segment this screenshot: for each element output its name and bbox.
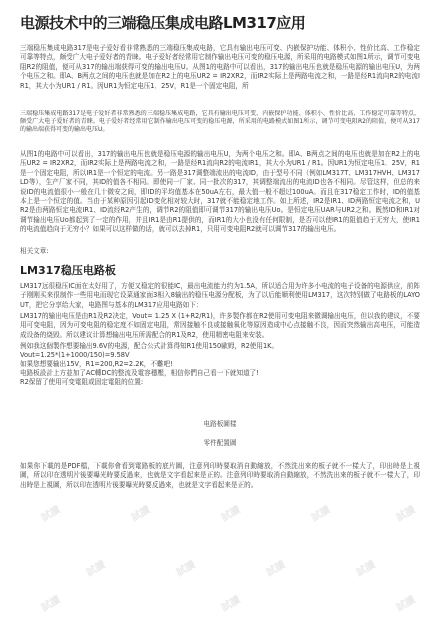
section-paragraph-r2: R2保留了使用可变電阻或固定電阻的位置:	[20, 378, 144, 386]
watermark: 試讀	[174, 559, 198, 579]
section-paragraph-formula: LM317的输出电压是由R1及R2决定，Vout= 1.25 X (1+R2/R1)，许多製作都在R2使用可变电阻来微调输出电压，但以我的建议，不要用可变电阻，因为可变电阻的稳定度不如固定电阻，常因接触不良或接触氧化等原因造成中心点接触不良，因而突然输出高电压，可能造成设备的烧毁。所以建议计算想输出电压所需配合的R1及R2，使用精密电阻来安装。	[20, 312, 420, 339]
analysis-paragraph: 从图1的电路中可以看出，317的输出电压也就是稳压电源的输出电压U，为两个电压之和。即A、B两点之间的电压也就是加在R2上的电压UR2 = IR2XR2，而IR2实际上是两路电流之和，一路是经R1流向R2的电流IR1，其大小为UR1 / R1。因UR1为恒定电压1．25V，R1是一个固定电阻，所以IR1是一个恒定的电流。另一路是317调整端流出的电流ID，由于型号不同（例如LM317T、LM317HVH、LM317LD等），生产厂家不同，其ID的值各不相同。即使同一厂家、同一批次的317，其调整端流出的电流ID也各不相同。尽管这样，但总的来说ID的电流值很小一般在几十微安之间，即ID的平均值基本在50uA左右，最大值一般不超过100uA。而且在317稳定工作时，ID的值基本上是一个恒定的值。当由于某种原因引起ID变化相对较大时，317就不能稳定地工作。如上所述，IR2是IR1、ID两路恒定电流之和，UR2是由两路恒定电流IR1、ID流经R2产生的，调节R2的阻值即可调节317的输出电压Uo。是恒定电压UAR与UR2之和。既然ID和IR1对调节输出电压Uo都起到了一定的作用，并且IR1是由R1提供的，而IR1的大小也没有任何限制，是否可以使IR1的阻值趋于无穷大，使IR1的电流值趋向于无穷小？如果可以这样做的话，就可以去掉R1，只用可变电阻R2就可以调节317的输出电压。	[20, 150, 420, 234]
caption-board-pattern: 电路板圖樣	[203, 420, 237, 428]
watermark: 試讀	[394, 594, 418, 614]
pdf-note-paragraph: 如果你下載的是PDF檔，下載你會看到電路板的底片圖，注意列印時要取消自動縮放，不然洗出來的板子就不一樣大了，印出時是上視圖，所以印在透明片後要曝光時要反過來，也就是文字看起來是正的。注意列印時要取消自動縮放，不然洗出來的板子就不一樣大了，印出時是上視圖，所以印在透明片後要曝光時要反過來，也就是文字看起来是正的。	[20, 462, 420, 489]
page-title: 电源技术中的三端稳压集成电路LM317应用	[20, 14, 306, 32]
watermark: 試讀	[129, 504, 153, 524]
watermark: 試讀	[264, 559, 288, 579]
intro-paragraph: 三端稳压集成电路317是电子爱好看非常熟悉的三端稳压集成电路，它具有输出电压可变、内嵌保护功能、体积小、性价比高、工作稳定可靠等特点，颇受广大电子爱好者的青睐。电子爱好者经常用它制作输出电压可变的稳压电源，所采用的电路模式如图1所示，调节可变电阻R2的阻值，便可从317的输出端获得可变的输出电压U。从图1的电路中可以看出，317的输出电压也就是稳压电源的输出电压U，为两个电压之和。即A、B两点之间的电压也就是加在R2上的电压UR2 = IR2XR2，而IR2实际上是两路电流之和，一路是经R1流向R2的电流IR1，其大小为UR1 / R1。因UR1为恒定电压1．25V，R1是一个固定电阻，所	[20, 44, 420, 90]
summary-paragraph: 三端稳压集成电路317是电子爱好者非常熟悉的三端稳压集成电路，它具有输出电压可变、内嵌保护功能、体积小、性价比高、工作稳定可靠等特点，颇受广大电子爱好者的青睐。电子爱好者经常用它制作输出电压可变的稳压电源，所采用的电路模式如图1所示，调节可变电阻R2的阻值，便可从317的输出端获得可变的输出电压U。	[20, 110, 420, 134]
watermark: 試讀	[39, 594, 63, 614]
section-paragraph-board: 电路板設計上方並加了AC轉DC的整流及電容穩壓，相信你們自己看一下就知道了!	[20, 369, 259, 377]
watermark: 試讀	[84, 559, 108, 579]
watermark: 試讀	[39, 504, 63, 524]
watermark: 試讀	[394, 504, 418, 524]
watermark: 試讀	[309, 504, 333, 524]
watermark: 試讀	[219, 594, 243, 614]
section-paragraph-intro: LM317远很稳压IC面在太好用了，方便又稳定的很能IC，最出电流能力约为1.5A，所以适合用为许多小电流的电子设备的电源供应，前阵子刚刚买来很制作一些用电而现它设菜通家面3相入8输出的稳压电源分配板，为了以后能顺利使用LM317，这次特别做了电路板的LAYOUT，把它分享给大家，电路图与基本的LM317应用电路如下：	[20, 282, 420, 309]
related-articles-label: 相关文章:	[20, 247, 49, 255]
watermark: 試讀	[354, 559, 378, 579]
section-title: LM317稳压电路板	[20, 264, 116, 277]
caption-component-layout: 零件配置圖	[203, 439, 237, 447]
watermark: 試讀	[219, 504, 243, 524]
section-formula-line: Vout=1.25*(1+1000/150)=9.58V	[20, 351, 130, 359]
section-paragraph-15v: 如果您想要输出15V，R1=200,R2=2.2K，不難吧!	[20, 360, 173, 368]
section-paragraph-example: 例如我这個製作想要输出9.6V的电源，配合公式計算得知R1使用150歐姆，R2使用1K。	[20, 342, 279, 350]
